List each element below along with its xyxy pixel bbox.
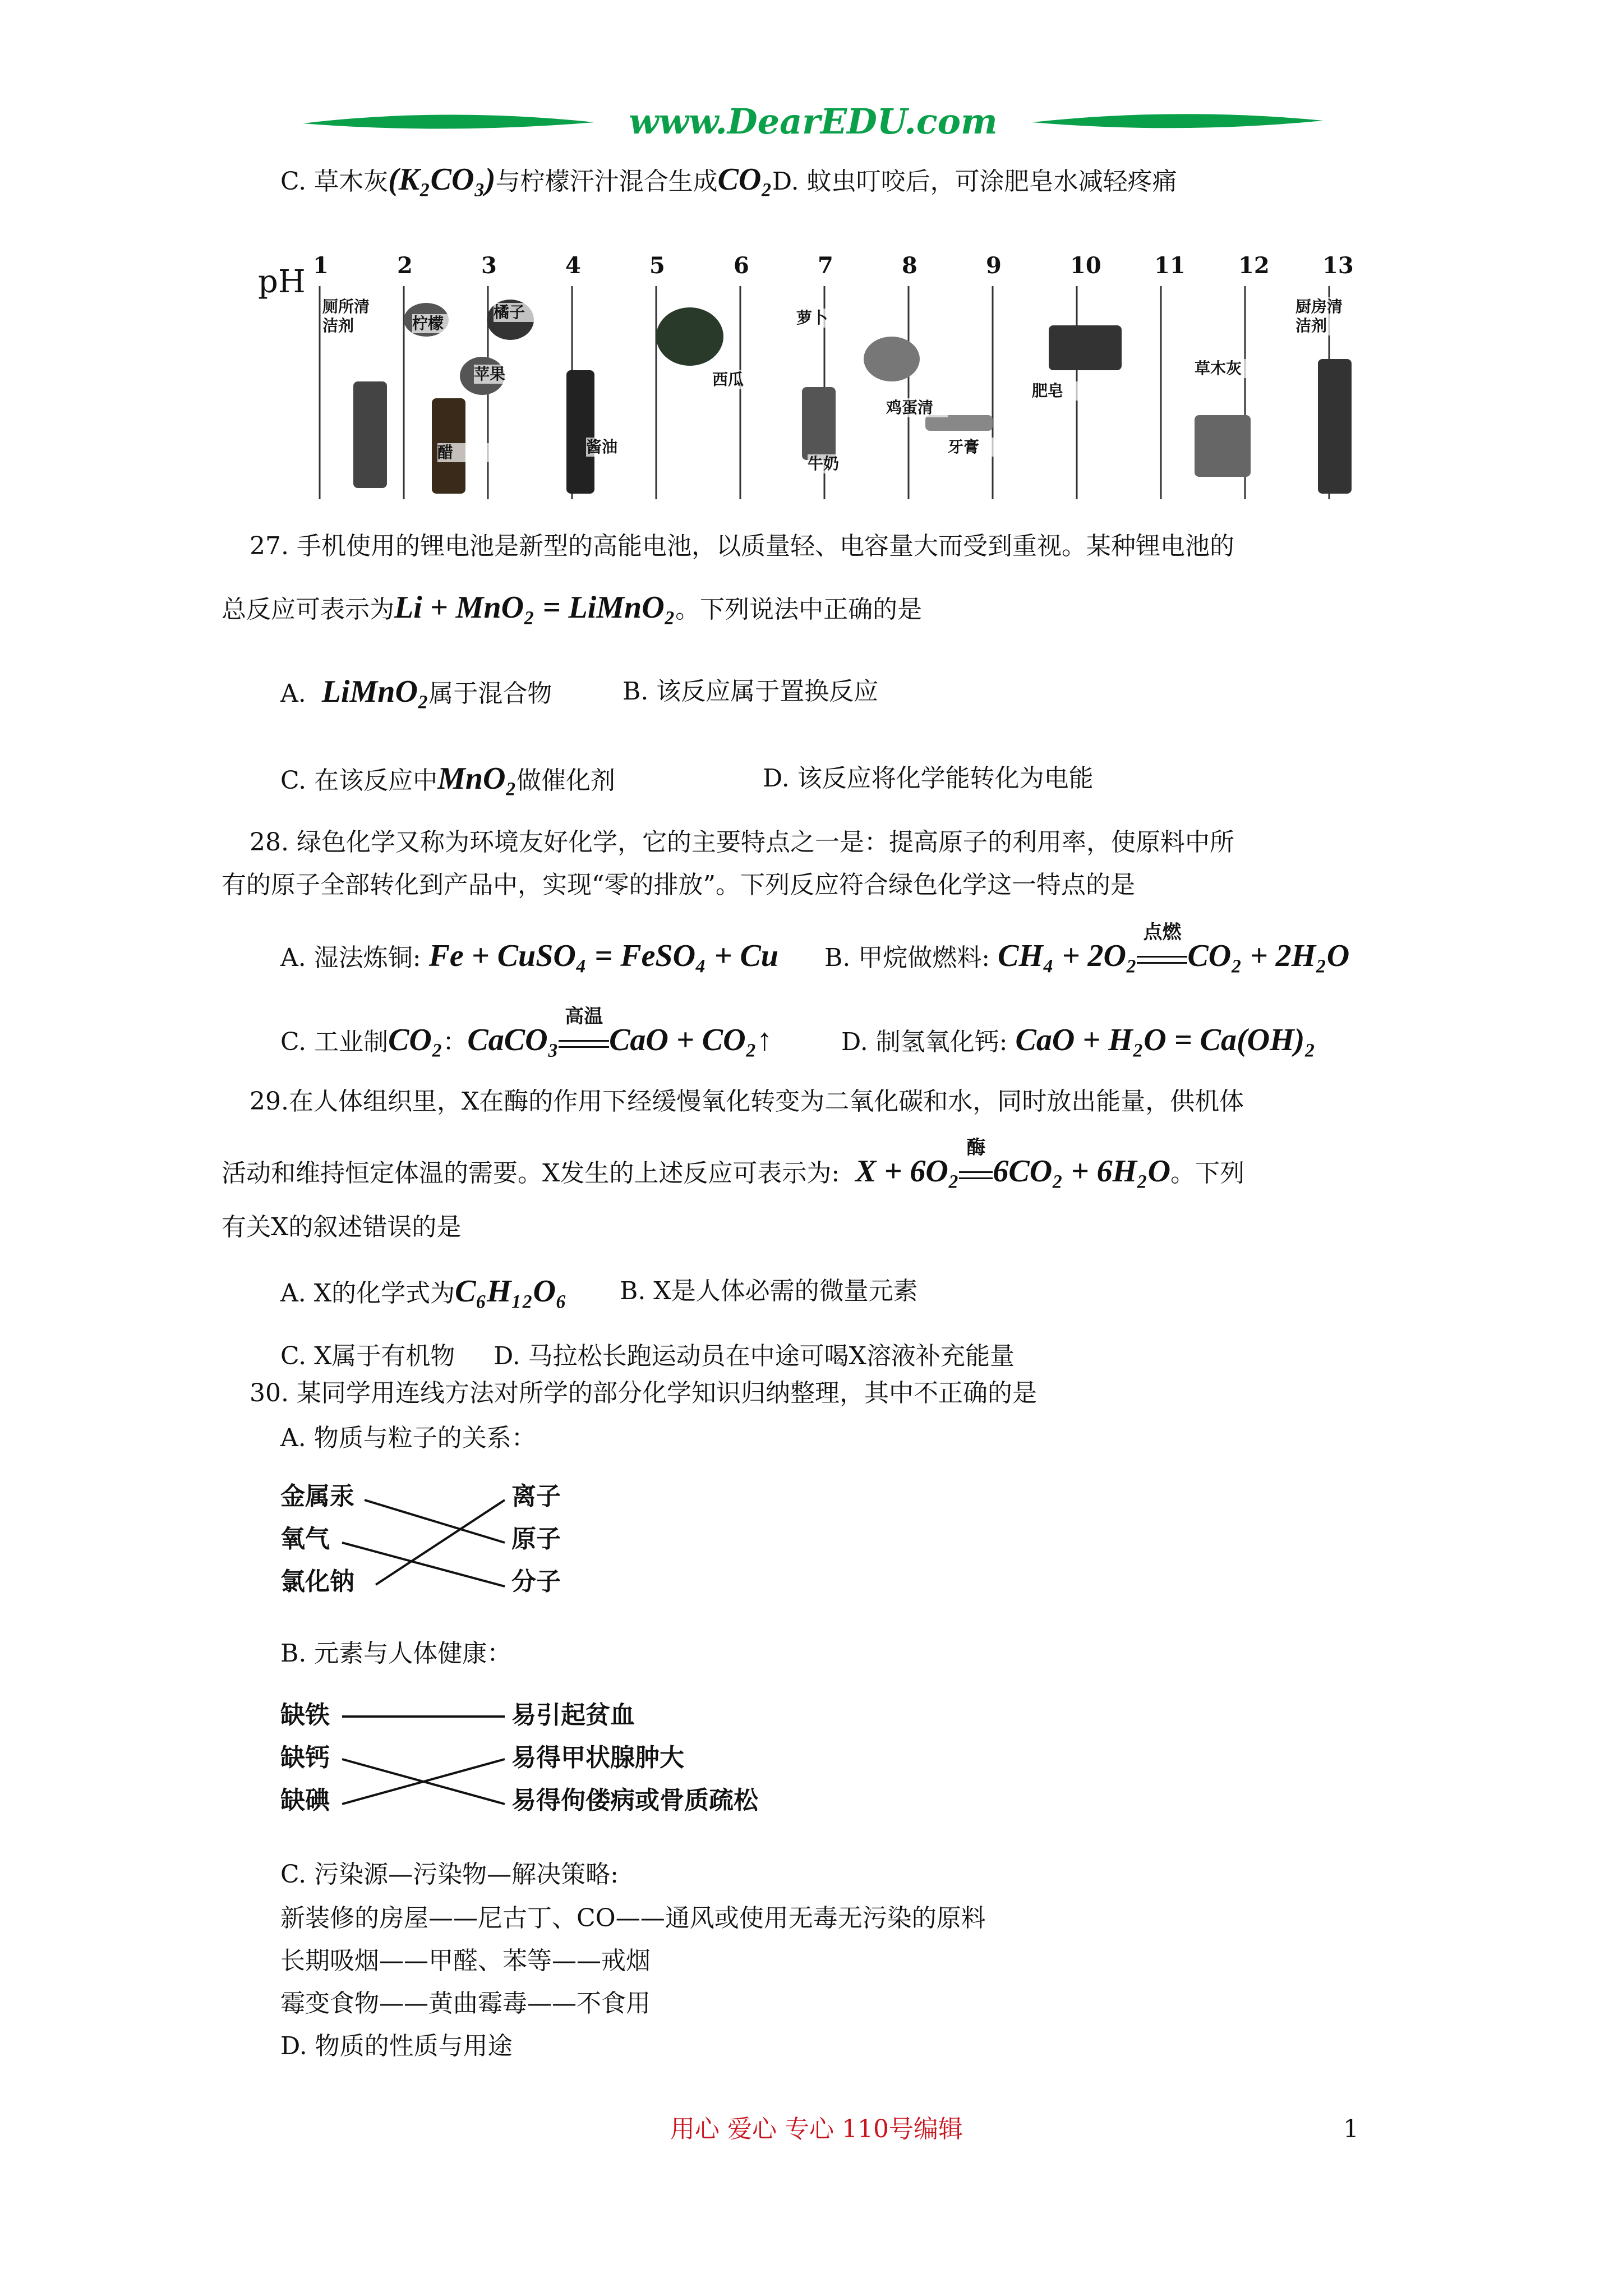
q27-stem-line2 — [222, 592, 922, 625]
ph-tick-label: 3 — [481, 252, 497, 279]
ph-tick-label: 13 — [1322, 252, 1354, 279]
q28-b-prefix: B. 甲烷做燃料: — [824, 944, 990, 972]
ph-item-label: 苹果 — [474, 365, 536, 384]
q30-d-title: D. 物质的性质与用途 — [280, 2032, 513, 2060]
ph-tick-label: 9 — [986, 252, 1002, 279]
q28-c-prefix: C. 工业制 — [280, 1028, 389, 1056]
q29-option-a — [280, 1276, 567, 1309]
product-image-icon — [656, 307, 723, 366]
q29-stem-line3: 有关X的叙述错误的是 — [222, 1213, 462, 1241]
ph-tick-label: 10 — [1070, 252, 1101, 279]
header-logo — [303, 95, 1324, 151]
q29-stem-line1: 29.在人体组织里，X在酶的作用下经缓慢氧化转变为二氧化碳和水，同时放出能量，供机体 — [250, 1087, 1244, 1116]
ph-item-label: 萝卜 — [796, 309, 858, 328]
q28-c-left: CaCO₃ — [467, 1023, 559, 1057]
q30-a-connector-lines — [280, 1481, 617, 1616]
q26-option-d: D. 蚊虫叮咬后，可涂肥皂水减轻疼痛 — [772, 167, 1177, 196]
q29-a-formula: C₆H₁₂O₆ — [455, 1274, 567, 1309]
q27-equation: Li + MnO₂ = LiMnO₂ — [394, 590, 676, 625]
q27-option-a — [280, 676, 552, 710]
q26-c-formula: (K₂CO₃) — [388, 162, 496, 197]
q26-option-c — [280, 164, 1177, 197]
q27-a-suffix: 属于混合物 — [428, 679, 552, 708]
q29-right: 6CO₂ + 6H₂O — [993, 1154, 1171, 1189]
q30-b-left-3: 缺碘 — [280, 1786, 330, 1815]
product-image-icon — [925, 415, 993, 431]
q30-b-connector-lines — [280, 1700, 516, 1834]
footer-text: 用心 爱心 专心 110号编辑 — [670, 2115, 963, 2143]
q29-a-prefix: A. X的化学式为 — [280, 1279, 455, 1308]
q27-stem-suffix: 。下列说法中正确的是 — [675, 595, 923, 624]
q26-c-prefix: C. 草木灰 — [280, 167, 389, 196]
q30-c-title: C. 污染源—污染物—解决策略: — [280, 1860, 619, 1889]
q28-c-colon: ： — [442, 1028, 468, 1056]
product-image-icon — [1049, 325, 1122, 370]
q28-d-equation: CaO + H₂O = Ca(OH)₂ — [1015, 1023, 1316, 1057]
q29-stem-suffix: 。下列 — [1170, 1159, 1245, 1188]
q30-b-left-1: 缺铁 — [280, 1701, 330, 1729]
q30-a-right-1: 离子 — [511, 1482, 561, 1511]
q28-b-condition-label: 点燃 — [1143, 921, 1182, 944]
q30-a-title: A. 物质与粒子的关系： — [280, 1424, 536, 1452]
q27-option-b: B. 该反应属于置换反应 — [623, 677, 879, 706]
q27-a-prefix: A. — [280, 679, 306, 708]
q29-stem-prefix: 活动和维持恒定体温的需要。X发生的上述反应可表示为: — [222, 1159, 840, 1188]
q28-option-a — [280, 940, 778, 974]
q27-c-prefix: C. 在该反应中 — [280, 766, 438, 795]
product-image-icon — [566, 370, 594, 494]
q27-c-suffix: 做催化剂 — [516, 766, 615, 795]
ph-item-label: 草木灰 — [1195, 359, 1256, 378]
q28-c-formula: CO₂ — [388, 1023, 443, 1057]
q28-b-left: CH₄ + 2O₂ — [998, 938, 1137, 973]
ph-tick-label: 6 — [734, 252, 749, 279]
product-image-icon — [802, 387, 836, 460]
product-image-icon — [1195, 415, 1251, 477]
q27-option-c — [280, 763, 615, 797]
q26-c-mid: 与柠檬汗汁混合生成 — [495, 167, 718, 196]
q27-c-formula: MnO₂ — [437, 761, 517, 796]
q29-option-c: C. X属于有机物 — [280, 1342, 455, 1370]
q28-c-condition — [559, 1005, 609, 1058]
ph-item-label: 厨房清洁剂 — [1295, 297, 1357, 335]
q26-c-formula2: CO₂ — [717, 162, 772, 197]
ph-item-label: 酱油 — [586, 438, 648, 457]
q28-a-equation: Fe + CuSO₄ = FeSO₄ + Cu — [428, 938, 778, 973]
ph-item-label: 西瓜 — [712, 370, 774, 389]
q30-a-right-2: 原子 — [511, 1525, 561, 1553]
product-image-icon — [1318, 359, 1352, 494]
logo-text: www.DearEDU.com — [629, 101, 998, 142]
q30-b-right-3: 易得佝偻病或骨质疏松 — [511, 1786, 758, 1815]
q30-c-line-2: 长期吸烟——甲醛、苯等——戒烟 — [280, 1947, 651, 1975]
product-image-icon — [353, 381, 387, 488]
ph-chart — [247, 252, 1385, 505]
ph-item-label: 醋 — [437, 443, 499, 462]
q28-c-right: CaO + CO₂ — [609, 1023, 757, 1057]
q28-option-b — [824, 921, 1350, 974]
ph-tick-label: 1 — [313, 252, 329, 279]
ph-item-label: 牛奶 — [808, 454, 869, 473]
q28-option-c — [280, 1005, 773, 1058]
q28-stem-line1: 28. 绿色化学又称为环境友好化学，它的主要特点之一是：提高原子的利用率，使原料中所 — [250, 828, 1234, 857]
q30-b-right-2: 易得甲状腺肿大 — [511, 1743, 684, 1772]
page-number: 1 — [1343, 2115, 1359, 2143]
q29-option-b: B. X是人体必需的微量元素 — [620, 1277, 918, 1305]
q29-option-d: D. 马拉松长跑运动员在中途可喝X溶液补充能量 — [494, 1342, 1015, 1370]
q28-c-gas-arrow: ↑ — [757, 1023, 773, 1057]
q28-d-prefix: D. 制氢氧化钙: — [841, 1028, 1008, 1056]
ph-item-label: 肥皂 — [1032, 381, 1094, 401]
ph-tick-label: 5 — [649, 252, 665, 279]
ph-item-label: 橘子 — [494, 303, 555, 322]
q28-stem-line2: 有的原子全部转化到产品中，实现“零的排放”。下列反应符合绿色化学这一特点的是 — [222, 871, 1135, 899]
q30-stem: 30. 某同学用连线方法对所学的部分化学知识归纳整理，其中不正确的是 — [250, 1379, 1037, 1407]
q30-a-right-3: 分子 — [511, 1567, 561, 1596]
q29-condition — [959, 1137, 993, 1189]
ph-item-label: 柠檬 — [412, 314, 474, 333]
q30-b-matching — [280, 1700, 841, 1834]
q29-left: X + 6O₂ — [855, 1154, 960, 1189]
q28-b-right: CO₂ + 2H₂O — [1187, 938, 1350, 973]
q30-a-left-1: 金属汞 — [280, 1482, 354, 1511]
q28-option-d — [841, 1024, 1316, 1058]
q27-stem-line1: 27. 手机使用的锂电池是新型的高能电池，以质量轻、电容量大而受到重视。某种锂电池的 — [250, 532, 1234, 560]
q30-b-left-2: 缺钙 — [280, 1743, 330, 1772]
q30-a-left-2: 氧气 — [280, 1525, 330, 1553]
ph-tick-label: 8 — [902, 252, 917, 279]
ph-item-label: 厕所清洁剂 — [322, 297, 384, 335]
ph-tick-label: 12 — [1238, 252, 1270, 279]
q28-a-prefix: A. 湿法炼铜: — [280, 944, 421, 972]
q29-condition-label: 酶 — [966, 1137, 986, 1159]
q30-a-left-3: 氯化钠 — [280, 1567, 354, 1596]
product-image-icon — [864, 337, 920, 381]
ph-axis-label: pH — [258, 264, 306, 300]
q27-a-formula: LiMnO₂ — [321, 674, 429, 709]
q30-b-title: B. 元素与人体健康： — [280, 1639, 512, 1668]
ph-tick-label: 2 — [397, 252, 413, 279]
q30-c-line-3: 霉变食物——黄曲霉毒——不食用 — [280, 1989, 651, 2018]
q27-stem-prefix: 总反应可表示为 — [222, 595, 394, 624]
ph-item-label: 牙膏 — [948, 438, 1009, 457]
ph-tick-label: 7 — [818, 252, 833, 279]
q29-stem-line2 — [222, 1137, 1245, 1189]
q28-b-condition — [1137, 921, 1187, 974]
q30-b-right-1: 易引起贫血 — [511, 1701, 635, 1729]
ph-tick-label: 11 — [1154, 252, 1186, 279]
q28-c-condition-label: 高温 — [565, 1005, 603, 1028]
q27-option-d: D. 该反应将化学能转化为电能 — [763, 764, 1094, 793]
ph-item-label: 鸡蛋清 — [886, 398, 948, 417]
q30-a-matching — [280, 1481, 617, 1616]
ph-tick-label: 4 — [565, 252, 581, 279]
q30-c-line-1: 新装修的房屋——尼古丁、CO——通风或使用无毒无污染的原料 — [280, 1904, 986, 1932]
